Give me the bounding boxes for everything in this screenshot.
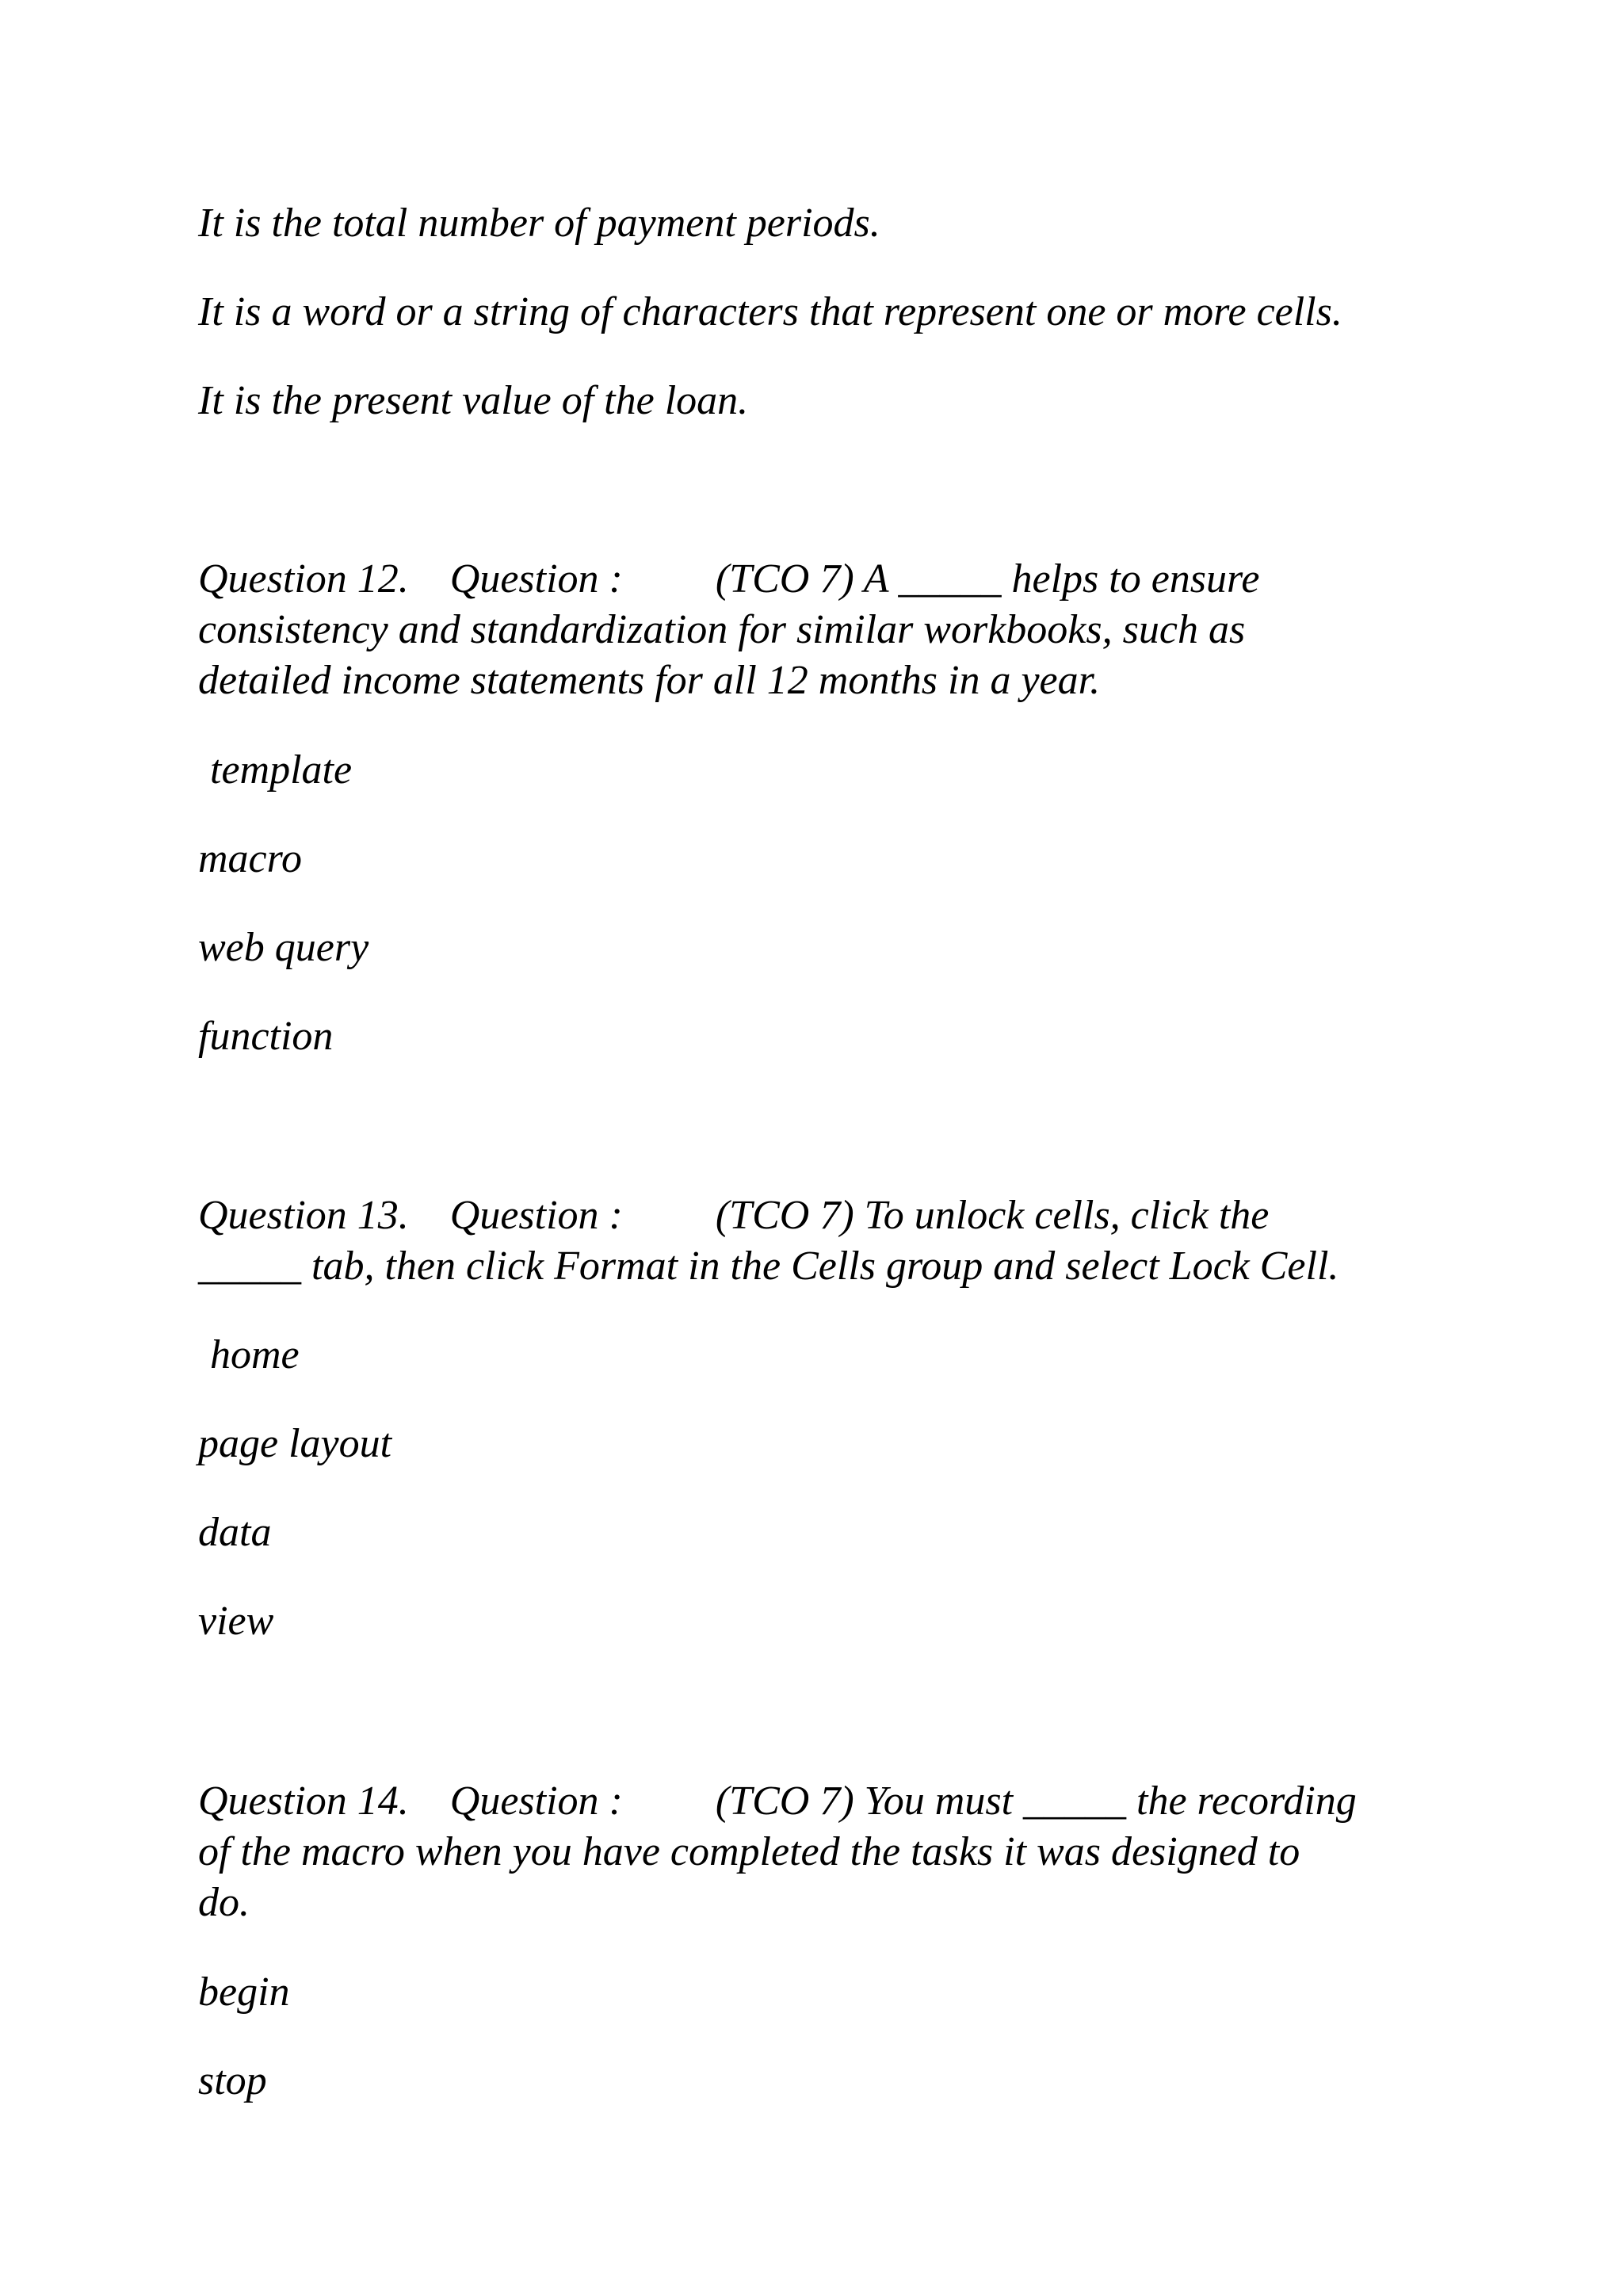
question-stem-line: Question 12. Question : (TCO 7) A _____ helps to ensure [198,556,1260,602]
answer-option: stop [198,2058,267,2103]
answer-option: data [198,1510,272,1555]
answer-option: page layout [198,1421,392,1466]
question-stem-line: do. [198,1880,250,1925]
option-text: It is the total number of payment periods. [198,201,880,246]
answer-option: begin [198,1969,290,2015]
question-14-stem [198,1776,1357,1928]
answer-option: home [210,1332,300,1377]
answer-option: macro [198,836,302,881]
question-13-stem [198,1190,1338,1292]
answer-option: function [198,1014,334,1059]
option-text: It is a word or a string of characters that represent one or more cells. [198,289,1342,334]
question-stem-line: Question 13. Question : (TCO 7) To unlock cells, click the [198,1193,1270,1238]
question-stem-line: _____ tab, then click Format in the Cells group and select Lock Cell. [198,1244,1339,1289]
question-stem-line: consistency and standardization for similar workbooks, such as [198,607,1246,652]
option-text: It is the present value of the loan. [198,378,749,423]
answer-option: view [198,1599,274,1644]
answer-option: template [210,747,353,793]
question-12-stem [198,554,1259,706]
answer-option: web query [198,925,369,970]
question-stem-line: detailed income statements for all 12 months in a year. [198,658,1101,703]
question-stem-line: Question 14. Question : (TCO 7) You must _____ the recording [198,1778,1357,1824]
question-stem-line: of the macro when you have completed the tasks it was designed to [198,1829,1300,1874]
